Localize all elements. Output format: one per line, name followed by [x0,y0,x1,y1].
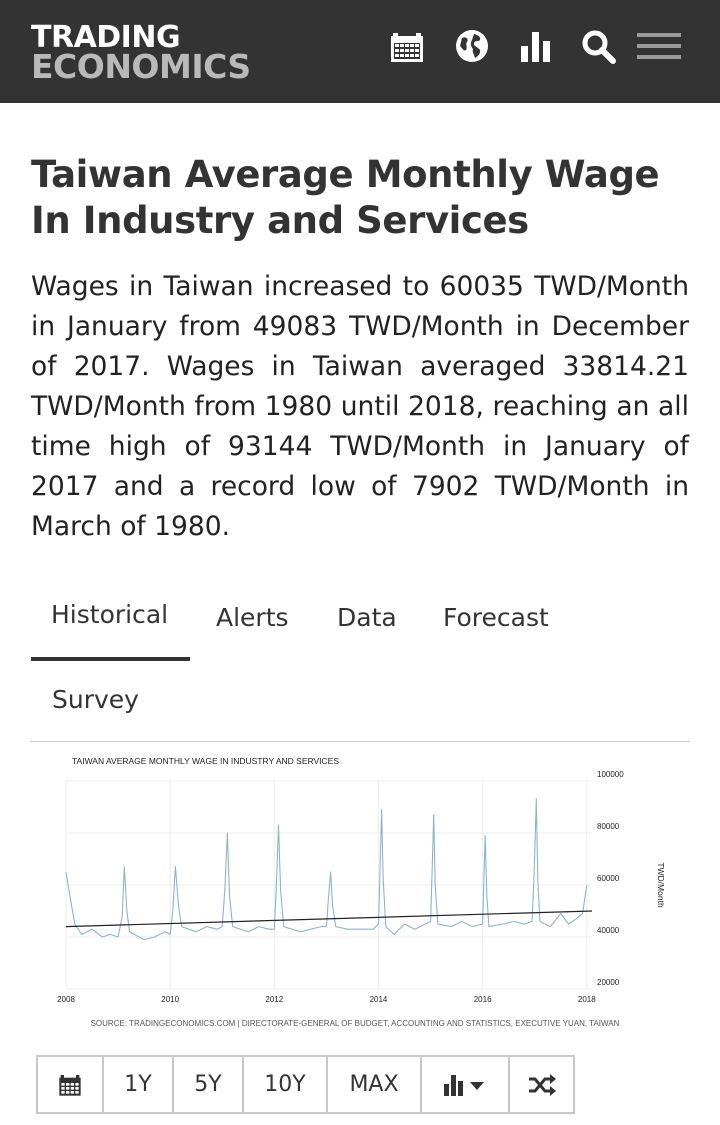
bar-chart-icon[interactable] [517,27,555,65]
x-tick-label: 2012 [265,995,284,1004]
x-tick-label: 2014 [369,995,388,1004]
bar-chart-dropdown-icon [442,1073,488,1097]
logo-line-2: ECONOMICS [31,46,251,86]
y-tick-label: 60000 [597,874,620,883]
trend-line [66,911,592,927]
top-navigation-bar [0,0,720,103]
range-5y-button[interactable]: 5Y [174,1057,244,1112]
shuffle-button[interactable] [510,1057,573,1112]
tab-survey[interactable]: Survey [52,685,139,714]
chart-toolbar [36,1055,575,1114]
chart-x-ticks [57,995,596,1004]
x-tick-label: 2016 [473,995,492,1004]
y-tick-label: 20000 [597,978,620,987]
globe-icon[interactable] [453,27,491,65]
search-icon[interactable] [579,27,617,65]
calendar-button[interactable] [38,1057,104,1112]
calendar-icon [58,1073,82,1097]
range-1y-button[interactable]: 1Y [104,1057,174,1112]
active-tab-indicator [31,657,190,661]
page-title: Taiwan Average Monthly Wage In Industry and Services [31,153,660,242]
y-tick-label: 40000 [597,926,620,935]
calendar-icon[interactable] [388,27,426,65]
y-tick-label: 100000 [597,770,624,779]
range-max-button[interactable]: MAX [328,1057,422,1112]
chart-divider [30,741,690,742]
x-tick-label: 2008 [57,995,75,1004]
chart-type-button[interactable] [422,1057,510,1112]
chart-title: TAIWAN AVERAGE MONTHLY WAGE IN INDUSTRY AND SERVICES [72,756,340,766]
wage-line-chart[interactable] [30,745,690,1035]
chart-source: SOURCE: TRADINGECONOMICS.COM | DIRECTORATE-GENERAL OF BUDGET, ACCOUNTING AND STATISTICS, EXECUTIVE YUAN, TAIWAN [90,1019,620,1028]
logo-line-1: TRADING [31,20,181,55]
chart-series [66,799,592,940]
chart-y-axis-label: TWD/Month [656,862,666,908]
menu-icon[interactable] [636,27,682,65]
tab-historical[interactable]: Historical [51,600,169,629]
range-10y-button[interactable]: 10Y [244,1057,328,1112]
x-tick-label: 2010 [161,995,180,1004]
tab-forecast[interactable]: Forecast [443,603,549,632]
page-description: Wages in Taiwan increased to 60035 TWD/Month in January from 49083 TWD/Month in December of 2017. Wages in Taiwan averaged 33814.21 TWD/Month from 1980 until 2018, reaching an all time high of 93144 TWD/Month in January of 2017 and a record low of 7902 TWD/Month in March of 1980. [31,271,689,542]
trading-economics-logo[interactable] [31,20,251,86]
chart-y-ticks [597,770,624,987]
y-tick-label: 80000 [597,822,620,831]
tab-data[interactable]: Data [337,603,397,632]
shuffle-icon [527,1073,557,1097]
tab-alerts[interactable]: Alerts [216,603,289,632]
x-tick-label: 2018 [577,995,596,1004]
